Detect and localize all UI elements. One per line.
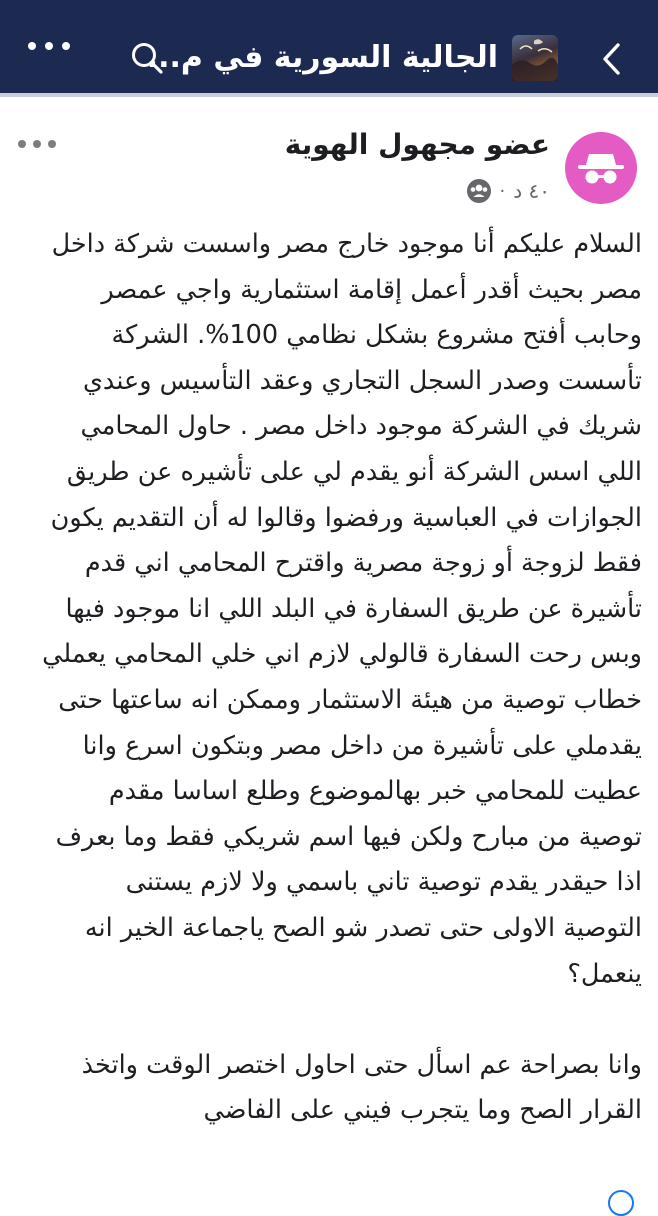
post-text-line: الجوازات في العباسية ورفضوا وقالوا له أن التقديم يكون (50, 502, 642, 533)
group-icon (466, 178, 492, 204)
post-body (30, 222, 642, 1134)
post-text-line: تأسست وصدر السجل التجاري وعقد التأسيس وعندي (82, 365, 642, 396)
post-text-line: عطيت للمحامي خبر بهالموضوع وطلع اساسا مقدم (108, 776, 642, 807)
post-text-line: فقط لزوجة أو زوجة مصرية واقترح المحامي اني قدم (84, 548, 642, 579)
post-text-line: اللي اسس الشركة أنو يقدم لي على تأشيره عن طريق (66, 456, 642, 487)
post-timestamp[interactable]: ٤٠ د (513, 179, 550, 203)
post-text-line: التوصية الاولى حتى تصدر شو الصح ياجماعة الخير انه (84, 912, 642, 943)
post-text-line: وبس رحت السفارة قالولي لازم اني خلي المحامي يعملي (42, 639, 642, 670)
post-text-line: اذا حيقدر يقدم توصية تاني باسمي ولا لازم يستنى (125, 867, 642, 898)
group-title[interactable]: الجالية السورية في م... (146, 40, 498, 75)
post-text-line: مصر بحيث أقدر أعمل إقامة استثمارية واجي عمصر (101, 274, 642, 305)
group-cover-image (512, 35, 558, 81)
more-options-button[interactable] (28, 42, 70, 50)
post-text-line: القرار الصح وما يتجرب فيني على الفاضي (203, 1095, 642, 1126)
post-text-line: خطاب توصية من هيئة الاستثمار وممكن انه ساعتها حتى (58, 684, 642, 715)
post-text-line: يقدملي على تأشيرة من داخل مصر وبتكون اسرع وانا (82, 730, 642, 761)
post-text-line: وانا بصراحة عم اسأل حتى احاول اختصر الوقت واتخذ (81, 1049, 642, 1080)
post-text-line: تأشيرة عن طريق السفارة في البلد اللي انا موجود فيها (65, 593, 642, 624)
avatar[interactable] (565, 132, 637, 204)
group-cover-thumbnail[interactable] (512, 35, 558, 81)
group-header-bar (0, 0, 658, 97)
paragraph-gap (30, 997, 642, 1043)
post-text-line: السلام عليكم أنا موجود خارج مصر واسست شركة داخل (51, 229, 642, 259)
post-text-line: وحابب أفتح مشروع بشكل نظامي 100%. الشركة (111, 320, 642, 351)
post-text-line: توصية من مبارح ولكن فيها اسم شريكي فقط وما بعرف (55, 821, 642, 852)
chevron-left-icon[interactable] (600, 40, 624, 78)
reaction-indicator-icon (608, 1190, 634, 1216)
post-text-line: شريك في الشركة موجود داخل مصر . حاول المحامي (80, 411, 642, 442)
meta-separator: · (499, 180, 506, 202)
anonymous-member-icon (565, 132, 637, 204)
post-meta (466, 176, 550, 206)
post-author-name[interactable]: عضو مجهول الهوية (284, 128, 550, 161)
more-horizontal-icon (28, 42, 36, 50)
post-text-line: ينعمل؟ (567, 958, 642, 989)
post-options-button[interactable] (18, 140, 56, 148)
more-horizontal-icon (18, 140, 26, 148)
